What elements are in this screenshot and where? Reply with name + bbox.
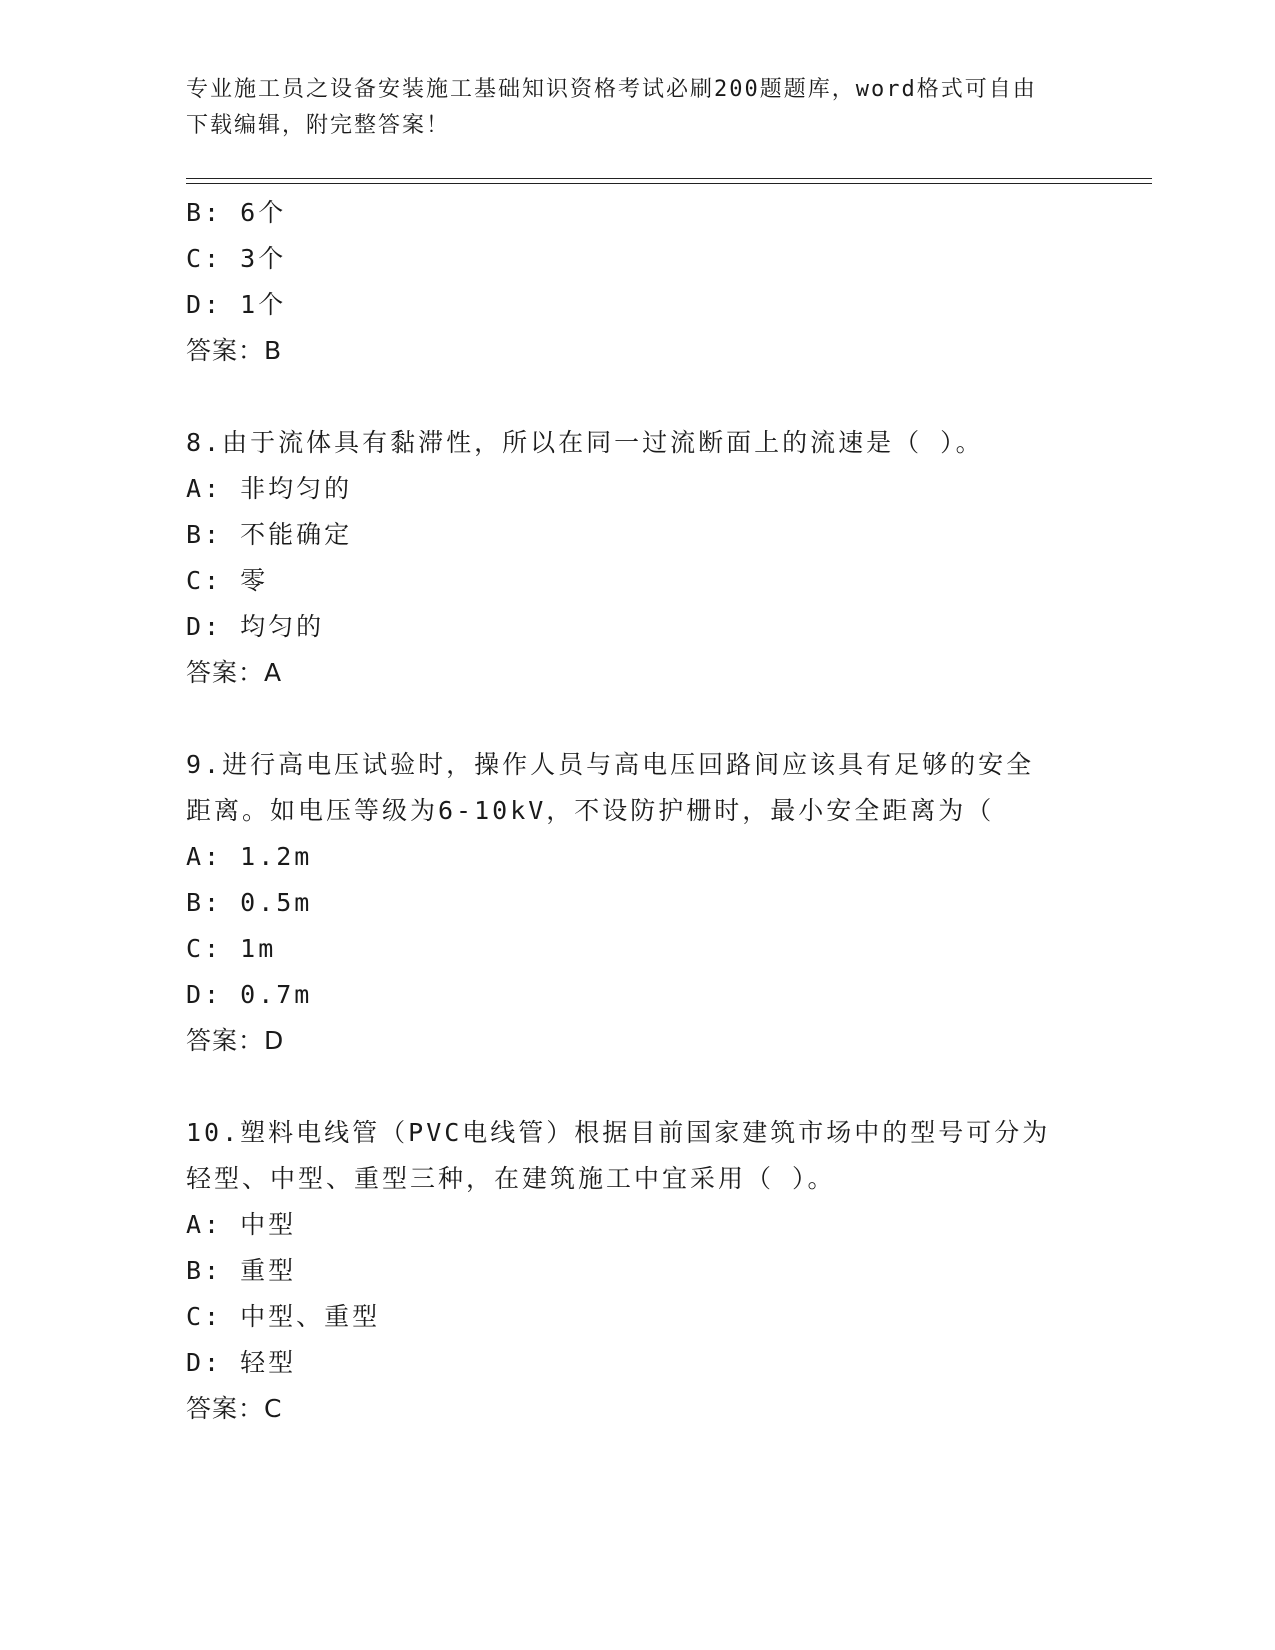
question-9-stem-line-1: 9.进行高电压试验时，操作人员与高电压回路间应该具有足够的安全 bbox=[186, 750, 1035, 779]
question-10-option-b: B: 重型 bbox=[186, 1256, 297, 1285]
question-9-answer: 答案：D bbox=[186, 1026, 285, 1055]
question-9 bbox=[186, 742, 1086, 1064]
question-10-stem-line-2: 轻型、中型、重型三种，在建筑施工中宜采用（ ）。 bbox=[186, 1164, 836, 1193]
question-8-option-c: C: 零 bbox=[186, 566, 269, 595]
header-divider-bottom bbox=[186, 183, 1152, 184]
question-7-option-c: C: 3个 bbox=[186, 244, 287, 273]
question-8-option-b: B: 不能确定 bbox=[186, 520, 353, 549]
question-7-option-d: D: 1个 bbox=[186, 290, 287, 319]
question-9-option-c: C: 1m bbox=[186, 934, 277, 963]
question-9-option-b: B: 0.5m bbox=[186, 888, 313, 917]
question-10-option-d: D: 轻型 bbox=[186, 1348, 297, 1377]
question-7-option-b: B: 6个 bbox=[186, 198, 287, 227]
question-7-answer: 答案：B bbox=[186, 336, 283, 365]
question-8-stem: 8.由于流体具有黏滞性，所以在同一过流断面上的流速是（ ）。 bbox=[186, 428, 984, 457]
question-9-stem-line-2: 距离。如电压等级为6-10kV，不设防护栅时，最小安全距离为（ bbox=[186, 796, 995, 825]
header-title-line-1: 专业施工员之设备安装施工基础知识资格考试必刷200题题库，word格式可自由 bbox=[186, 77, 1037, 102]
question-9-option-d: D: 0.7m bbox=[186, 980, 313, 1009]
question-7 bbox=[186, 190, 1086, 374]
document-header bbox=[186, 72, 1076, 144]
question-list bbox=[186, 190, 1086, 1432]
question-8-option-d: D: 均匀的 bbox=[186, 612, 325, 641]
question-10-option-a: A: 中型 bbox=[186, 1210, 297, 1239]
question-10-option-c: C: 中型、重型 bbox=[186, 1302, 381, 1331]
header-divider-top bbox=[186, 178, 1152, 179]
question-9-option-a: A: 1.2m bbox=[186, 842, 313, 871]
question-8-answer: 答案：A bbox=[186, 658, 283, 687]
question-10-stem-line-1: 10.塑料电线管（PVC电线管）根据目前国家建筑市场中的型号可分为 bbox=[186, 1118, 1051, 1147]
question-10-answer: 答案：C bbox=[186, 1394, 283, 1423]
question-8 bbox=[186, 420, 1086, 696]
header-title-line-2: 下载编辑，附完整答案！ bbox=[186, 113, 451, 138]
question-8-option-a: A: 非均匀的 bbox=[186, 474, 353, 503]
question-10 bbox=[186, 1110, 1086, 1432]
